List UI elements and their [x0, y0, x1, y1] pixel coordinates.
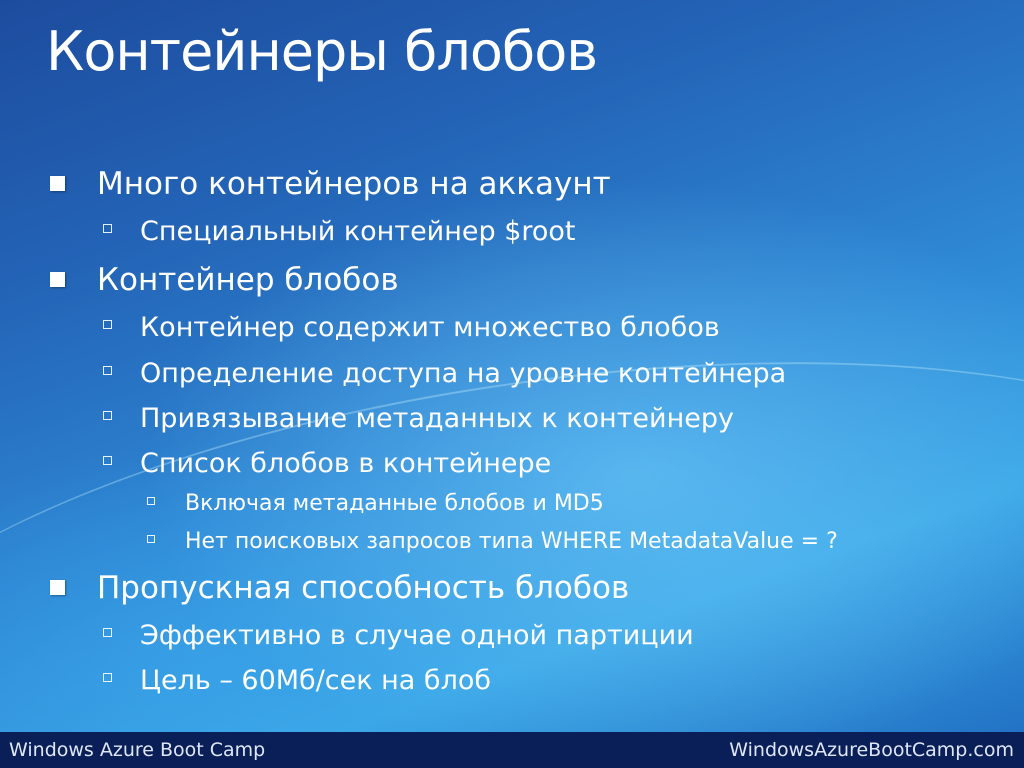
sub-bullet-item: Контейнер содержит множество блобов	[140, 312, 720, 343]
level3-bullet-icon	[147, 497, 155, 505]
sub-bullet-item: Цель – 60Мб/сек на блоб	[140, 665, 492, 696]
level2-bullet-icon	[103, 366, 112, 375]
sub-bullet-item: Привязывание метаданных к контейнеру	[140, 403, 734, 434]
bullet-item: Пропускная способность блобов	[97, 570, 630, 606]
level1-bullet-icon	[50, 272, 65, 287]
level2-bullet-icon	[103, 628, 112, 637]
sub-bullet-item: Эффективно в случае одной партиции	[140, 620, 694, 651]
sub-bullet-item: Специальный контейнер $root	[140, 216, 576, 247]
level2-bullet-icon	[103, 411, 112, 420]
level3-bullet-icon	[147, 535, 155, 543]
bullet-item: Много контейнеров на аккаунт	[97, 166, 611, 202]
level2-bullet-icon	[103, 456, 112, 465]
level1-bullet-icon	[50, 176, 65, 191]
bullet-item: Контейнер блобов	[97, 262, 399, 298]
sub-sub-bullet-item: Включая метаданные блобов и MD5	[185, 491, 604, 516]
footer-event-name: Windows Azure Boot Camp	[9, 739, 266, 761]
level2-bullet-icon	[103, 224, 112, 233]
slide-title: Контейнеры блобов	[46, 20, 598, 83]
level2-bullet-icon	[103, 673, 112, 682]
sub-sub-bullet-item: Нет поисковых запросов типа WHERE MetadataValue = ?	[185, 529, 838, 554]
footer-bar	[0, 732, 1024, 768]
footer-website: WindowsAzureBootCamp.com	[729, 739, 1014, 761]
level2-bullet-icon	[103, 320, 112, 329]
sub-bullet-item: Список блобов в контейнере	[140, 448, 552, 479]
level1-bullet-icon	[50, 580, 65, 595]
sub-bullet-item: Определение доступа на уровне контейнера	[140, 358, 787, 389]
